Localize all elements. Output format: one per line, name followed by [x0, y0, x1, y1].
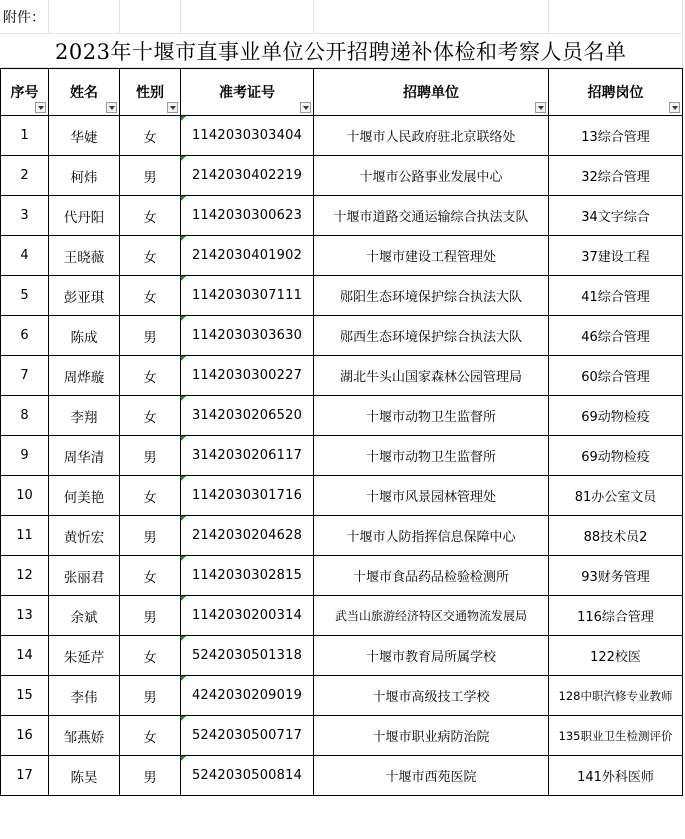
- cell-post[interactable]: 135职业卫生检测评价: [549, 716, 683, 756]
- column-header-gender[interactable]: [120, 69, 181, 116]
- table-row: [1, 676, 683, 716]
- text-number-indicator-icon: [181, 276, 186, 281]
- cell-no[interactable]: 11: [1, 516, 49, 556]
- table-row: [1, 196, 683, 236]
- table-row: [1, 636, 683, 676]
- cell-name[interactable]: 华婕: [49, 116, 120, 156]
- filter-dropdown-icon[interactable]: [300, 102, 311, 113]
- cell-exam-id[interactable]: 1142030307111: [181, 276, 314, 316]
- text-number-indicator-icon: [181, 436, 186, 441]
- cell-gender[interactable]: 男: [120, 316, 181, 356]
- table-row: [1, 716, 683, 756]
- empty-cell[interactable]: [548, 0, 682, 34]
- cell-exam-id[interactable]: 1142030300227: [181, 356, 314, 396]
- text-number-indicator-icon: [181, 636, 186, 641]
- cell-name[interactable]: 黄忻宏: [49, 516, 120, 556]
- cell-exam-id[interactable]: 1142030200314: [181, 596, 314, 636]
- column-header-label: 招聘岗位: [587, 85, 644, 101]
- cell-gender[interactable]: 女: [120, 196, 181, 236]
- cell-unit[interactable]: 郧西生态环境保护综合执法大队: [314, 316, 549, 356]
- cell-unit[interactable]: 武当山旅游经济特区交通物流发展局: [314, 596, 549, 636]
- sheet-header: [0, 0, 683, 68]
- cell-post[interactable]: 128中职汽修专业教师: [549, 676, 683, 716]
- cell-name[interactable]: 周烨璇: [49, 356, 120, 396]
- text-number-indicator-icon: [181, 476, 186, 481]
- column-header-label: 序号: [10, 85, 39, 101]
- filter-dropdown-icon[interactable]: [167, 102, 178, 113]
- filter-dropdown-icon[interactable]: [535, 102, 546, 113]
- cell-no[interactable]: 4: [1, 236, 49, 276]
- cell-name[interactable]: 周华清: [49, 436, 120, 476]
- cell-post[interactable]: 88技术员2: [549, 516, 683, 556]
- cell-no[interactable]: 16: [1, 716, 49, 756]
- cell-exam-id[interactable]: 1142030301716: [181, 476, 314, 516]
- column-header-exam-id[interactable]: [181, 69, 314, 116]
- cell-post[interactable]: 122校医: [549, 636, 683, 676]
- cell-gender[interactable]: 女: [120, 116, 181, 156]
- cell-unit[interactable]: 郧阳生态环境保护综合执法大队: [314, 276, 549, 316]
- cell-no[interactable]: 8: [1, 396, 49, 436]
- cell-no[interactable]: 14: [1, 636, 49, 676]
- cell-gender[interactable]: 男: [120, 156, 181, 196]
- cell-exam-id[interactable]: 1142030300623: [181, 196, 314, 236]
- cell-gender[interactable]: 男: [120, 676, 181, 716]
- table-row: [1, 516, 683, 556]
- cell-name[interactable]: 何美艳: [49, 476, 120, 516]
- cell-no[interactable]: 6: [1, 316, 49, 356]
- cell-post[interactable]: 81办公室文员: [549, 476, 683, 516]
- cell-unit[interactable]: 十堰市风景园林管理处: [314, 476, 549, 516]
- cell-no[interactable]: 9: [1, 436, 49, 476]
- text-number-indicator-icon: [181, 556, 186, 561]
- table-row: [1, 116, 683, 156]
- table-row: [1, 476, 683, 516]
- cell-no[interactable]: 17: [1, 756, 49, 796]
- empty-cell[interactable]: [180, 0, 313, 34]
- candidate-table: [0, 68, 683, 796]
- column-header-name[interactable]: [49, 69, 120, 116]
- column-header-post[interactable]: [549, 69, 683, 116]
- attachment-label: 附件：: [0, 0, 48, 34]
- text-number-indicator-icon: [181, 396, 186, 401]
- text-number-indicator-icon: [181, 156, 186, 161]
- cell-name[interactable]: 邹燕娇: [49, 716, 120, 756]
- cell-gender[interactable]: 女: [120, 556, 181, 596]
- cell-exam-id[interactable]: 5242030500814: [181, 756, 314, 796]
- cell-post[interactable]: 13综合管理: [549, 116, 683, 156]
- cell-name[interactable]: 李伟: [49, 676, 120, 716]
- cell-name[interactable]: 陈成: [49, 316, 120, 356]
- cell-post[interactable]: 116综合管理: [549, 596, 683, 636]
- text-number-indicator-icon: [181, 356, 186, 361]
- cell-gender[interactable]: 女: [120, 236, 181, 276]
- cell-no[interactable]: 1: [1, 116, 49, 156]
- cell-post[interactable]: 46综合管理: [549, 316, 683, 356]
- cell-unit[interactable]: 十堰市动物卫生监督所: [314, 436, 549, 476]
- filter-dropdown-icon[interactable]: [106, 102, 117, 113]
- empty-cell[interactable]: [119, 0, 180, 34]
- table-header-row: [1, 69, 683, 116]
- column-header-unit[interactable]: [314, 69, 549, 116]
- column-header-label: 准考证号: [219, 85, 275, 101]
- column-header-label: 姓名: [70, 85, 98, 101]
- empty-cell[interactable]: [48, 0, 119, 34]
- cell-unit[interactable]: 十堰市职业病防治院: [314, 716, 549, 756]
- cell-unit[interactable]: 十堰市建设工程管理处: [314, 236, 549, 276]
- cell-exam-id[interactable]: 5242030500717: [181, 716, 314, 756]
- empty-cell[interactable]: [313, 0, 548, 34]
- cell-post[interactable]: 93财务管理: [549, 556, 683, 596]
- filter-dropdown-icon[interactable]: [35, 102, 46, 113]
- cell-name[interactable]: 代丹阳: [49, 196, 120, 236]
- cell-post[interactable]: 69动物检疫: [549, 436, 683, 476]
- table-row: [1, 596, 683, 636]
- cell-unit[interactable]: 十堰市西苑医院: [314, 756, 549, 796]
- table-row: [1, 436, 683, 476]
- cell-unit[interactable]: 十堰市道路交通运输综合执法支队: [314, 196, 549, 236]
- column-header-label: 招聘单位: [403, 85, 459, 101]
- cell-unit[interactable]: 十堰市教育局所属学校: [314, 636, 549, 676]
- cell-unit[interactable]: 十堰市人民政府驻北京联络处: [314, 116, 549, 156]
- table-row: [1, 356, 683, 396]
- cell-no[interactable]: 3: [1, 196, 49, 236]
- cell-no[interactable]: 7: [1, 356, 49, 396]
- text-number-indicator-icon: [181, 516, 186, 521]
- cell-unit[interactable]: 十堰市动物卫生监督所: [314, 396, 549, 436]
- cell-name[interactable]: 朱延芹: [49, 636, 120, 676]
- cell-post[interactable]: 32综合管理: [549, 156, 683, 196]
- table-row: [1, 556, 683, 596]
- cell-no[interactable]: 2: [1, 156, 49, 196]
- table-row: [1, 156, 683, 196]
- text-number-indicator-icon: [181, 716, 186, 721]
- filter-dropdown-icon[interactable]: [669, 102, 680, 113]
- column-header-label: 性别: [136, 85, 164, 101]
- cell-no[interactable]: 10: [1, 476, 49, 516]
- cell-name[interactable]: 张丽君: [49, 556, 120, 596]
- cell-no[interactable]: 15: [1, 676, 49, 716]
- cell-gender[interactable]: 女: [120, 276, 181, 316]
- cell-gender[interactable]: 女: [120, 356, 181, 396]
- cell-gender[interactable]: 女: [120, 396, 181, 436]
- cell-name[interactable]: 余斌: [49, 596, 120, 636]
- table-row: [1, 756, 683, 796]
- page-title: 2023年十堰市直事业单位公开招聘递补体检和考察人员名单: [0, 34, 682, 68]
- cell-unit[interactable]: 十堰市食品药品检验检测所: [314, 556, 549, 596]
- cell-gender[interactable]: 男: [120, 596, 181, 636]
- cell-gender[interactable]: 女: [120, 636, 181, 676]
- column-header-no[interactable]: [1, 69, 49, 116]
- text-number-indicator-icon: [181, 196, 186, 201]
- cell-post[interactable]: 41综合管理: [549, 276, 683, 316]
- cell-no[interactable]: 5: [1, 276, 49, 316]
- cell-exam-id[interactable]: 2142030401902: [181, 236, 314, 276]
- cell-gender[interactable]: 男: [120, 756, 181, 796]
- cell-post[interactable]: 141外科医师: [549, 756, 683, 796]
- cell-exam-id[interactable]: 1142030303630: [181, 316, 314, 356]
- cell-gender[interactable]: 女: [120, 716, 181, 756]
- text-number-indicator-icon: [181, 676, 186, 681]
- cell-gender[interactable]: 男: [120, 516, 181, 556]
- table-row: [1, 236, 683, 276]
- table-row: [1, 396, 683, 436]
- cell-gender[interactable]: 男: [120, 436, 181, 476]
- cell-name[interactable]: 李翔: [49, 396, 120, 436]
- cell-unit[interactable]: 十堰市人防指挥信息保障中心: [314, 516, 549, 556]
- table-row: [1, 276, 683, 316]
- cell-exam-id[interactable]: 1142030302815: [181, 556, 314, 596]
- table-body: [1, 116, 683, 796]
- cell-post[interactable]: 34文字综合: [549, 196, 683, 236]
- cell-exam-id[interactable]: 3142030206520: [181, 396, 314, 436]
- cell-unit[interactable]: 十堰市高级技工学校: [314, 676, 549, 716]
- cell-gender[interactable]: 女: [120, 476, 181, 516]
- cell-name[interactable]: 柯炜: [49, 156, 120, 196]
- cell-no[interactable]: 12: [1, 556, 49, 596]
- cell-post[interactable]: 69动物检疫: [549, 396, 683, 436]
- cell-exam-id[interactable]: 1142030303404: [181, 116, 314, 156]
- cell-exam-id[interactable]: 2142030204628: [181, 516, 314, 556]
- cell-name[interactable]: 彭亚琪: [49, 276, 120, 316]
- text-number-indicator-icon: [181, 236, 186, 241]
- text-number-indicator-icon: [181, 116, 186, 121]
- cell-name[interactable]: 陈昊: [49, 756, 120, 796]
- cell-exam-id[interactable]: 3142030206117: [181, 436, 314, 476]
- cell-post[interactable]: 37建设工程: [549, 236, 683, 276]
- cell-unit[interactable]: 十堰市公路事业发展中心: [314, 156, 549, 196]
- cell-no[interactable]: 13: [1, 596, 49, 636]
- cell-post[interactable]: 60综合管理: [549, 356, 683, 396]
- text-number-indicator-icon: [181, 596, 186, 601]
- text-number-indicator-icon: [181, 756, 186, 761]
- cell-exam-id[interactable]: 4242030209019: [181, 676, 314, 716]
- cell-unit[interactable]: 湖北牛头山国家森林公园管理局: [314, 356, 549, 396]
- text-number-indicator-icon: [181, 316, 186, 321]
- table-row: [1, 316, 683, 356]
- cell-exam-id[interactable]: 5242030501318: [181, 636, 314, 676]
- cell-exam-id[interactable]: 2142030402219: [181, 156, 314, 196]
- cell-name[interactable]: 王晓薇: [49, 236, 120, 276]
